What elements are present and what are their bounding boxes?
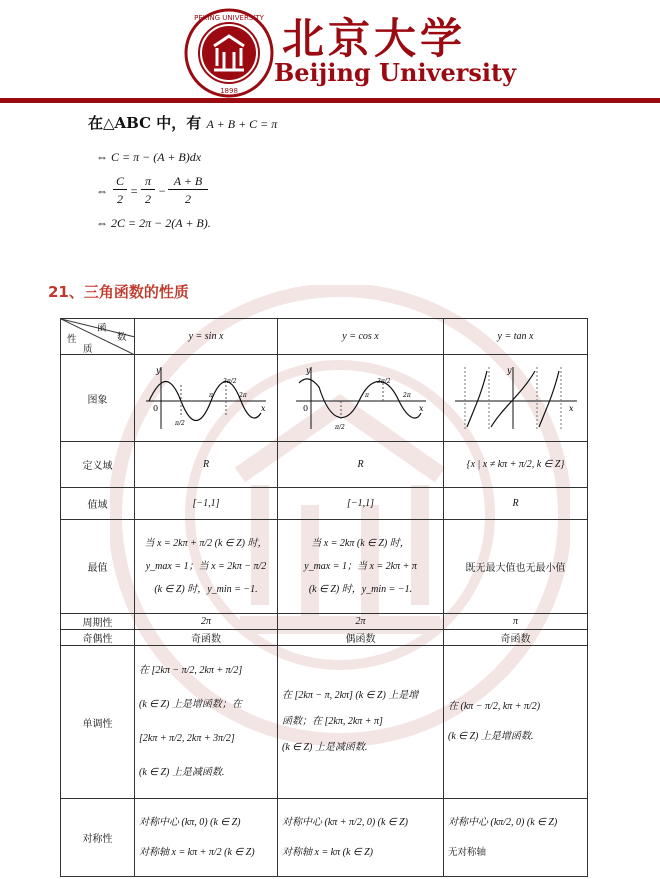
tan-sym-line-2: 无对称轴 xyxy=(448,846,487,858)
sin-tick-2: π xyxy=(209,392,213,399)
page-header xyxy=(0,0,660,100)
cos-symmetry xyxy=(278,799,444,877)
tan-domain: {x | x ≠ kπ + π/2, k ∈ Z} xyxy=(444,442,588,488)
row-label-extrema: 最值 xyxy=(61,520,135,614)
table-row-extrema xyxy=(61,520,588,614)
frac-mid-den: 2 xyxy=(145,192,151,206)
tan-parity: 奇函数 xyxy=(444,630,588,646)
row-label-monotonic: 单调性 xyxy=(61,646,135,799)
sin-sym-line-1: 对称中心 (kπ, 0) (k ∈ Z) xyxy=(139,816,241,828)
corner-label-top2: 数 xyxy=(117,332,127,343)
frac-lhs-num: C xyxy=(115,174,124,188)
cos-origin-label: 0 xyxy=(302,404,308,413)
corner-header-cell xyxy=(61,319,135,355)
sin-x-label: x xyxy=(261,404,266,413)
frac-rhs-num: A + B xyxy=(173,174,203,188)
tan-mono-line-2: (k ∈ Z) 上是增函数. xyxy=(448,731,534,742)
sin-extrema xyxy=(135,520,278,614)
sin-extrema-line-2: y_max = 1；当 x = 2kπ − π/2 xyxy=(145,561,267,572)
sin-graph xyxy=(141,363,271,433)
cos-monotonic xyxy=(278,646,444,799)
cos-extrema-line-3: (k ∈ Z) 时，y_min = −1. xyxy=(308,584,413,595)
table-row-graph xyxy=(61,355,588,442)
tan-extrema: 既无最大值也无最小值 xyxy=(444,520,588,614)
tan-range: R xyxy=(444,488,588,520)
table-row-period xyxy=(61,614,588,630)
header-cos: y = cos x xyxy=(278,319,444,355)
tan-mono-line-1: 在 (kπ − π/2, kπ + π/2) xyxy=(448,701,541,712)
frac-mid-bar xyxy=(141,189,155,190)
sin-symmetry xyxy=(135,799,278,877)
table-row-range xyxy=(61,488,588,520)
cos-extrema xyxy=(278,520,444,614)
frac-lhs-bar xyxy=(113,189,127,190)
frac-lhs-den: 2 xyxy=(117,192,123,206)
formula-intro xyxy=(88,112,277,133)
sin-monotonic xyxy=(135,646,278,799)
sin-extrema-line-1: 当 x = 2kπ + π/2 (k ∈ Z) 时， xyxy=(144,538,268,549)
tan-graph-cell xyxy=(444,355,588,442)
row-label-range: 值域 xyxy=(61,488,135,520)
table-header-row xyxy=(61,319,588,355)
formula-line-2: ⇔ C 2 = π 2 − A + B 2 xyxy=(96,174,296,208)
table-row-domain xyxy=(61,442,588,488)
tan-y-label: y xyxy=(506,366,512,375)
formula-line-2-prefix: ⇔ xyxy=(96,184,108,198)
formula-line-1: ⇔ C = π − (A + B)dx xyxy=(96,150,202,164)
cos-graph xyxy=(291,363,431,433)
cos-mono-line-2: 函数；在 [2kπ, 2kπ + π] xyxy=(282,716,383,727)
cos-sym-line-2: 对称轴 x = kπ (k ∈ Z) xyxy=(282,846,374,858)
section-title: 21、三角函数的性质 xyxy=(48,283,189,301)
cos-y-label: y xyxy=(305,366,311,375)
cos-tick-4: 2π xyxy=(402,392,411,399)
table-row-parity xyxy=(61,630,588,646)
tan-graph xyxy=(451,363,581,433)
sin-range: [−1,1] xyxy=(135,488,278,520)
sin-parity: 奇函数 xyxy=(135,630,278,646)
sin-mono-line-1: 在 [2kπ − π/2, 2kπ + π/2] xyxy=(139,665,243,676)
cos-mono-line-3: (k ∈ Z) 上是减函数. xyxy=(282,742,368,753)
cos-mono-line-1: 在 [2kπ − π, 2kπ] (k ∈ Z) 上是增 xyxy=(282,690,419,701)
sin-y-label: y xyxy=(156,366,161,375)
sin-extrema-line-3: (k ∈ Z) 时，y_min = −1. xyxy=(154,584,258,595)
row-label-domain: 定义域 xyxy=(61,442,135,488)
tan-period: π xyxy=(444,614,588,630)
cos-range: [−1,1] xyxy=(278,488,444,520)
header-tan: y = tan x xyxy=(444,319,588,355)
frac-mid-num: π xyxy=(144,174,151,188)
sin-period: 2π xyxy=(135,614,278,630)
svg-text:PEKING UNIVERSITY: PEKING UNIVERSITY xyxy=(194,14,264,22)
formula-intro-math: A + B + C = π xyxy=(206,117,278,131)
cos-graph-cell xyxy=(278,355,444,442)
university-name-en: Beijing University xyxy=(274,58,517,87)
frac-rhs-bar xyxy=(168,189,208,190)
cos-tick-2: π xyxy=(364,392,369,399)
cos-extrema-line-1: 当 x = 2kπ (k ∈ Z) 时， xyxy=(311,538,410,549)
sin-domain: R xyxy=(135,442,278,488)
formula-line-3: ⇔ 2C = 2π − 2(A + B). xyxy=(96,216,211,230)
tan-x-label: x xyxy=(568,404,574,413)
sin-mono-line-2: (k ∈ Z) 上是增函数；在 xyxy=(139,699,242,710)
sin-mono-line-3: [2kπ + π/2, 2kπ + 3π/2] xyxy=(139,733,235,744)
cos-extrema-line-2: y_max = 1；当 x = 2kπ + π xyxy=(304,561,417,572)
frac-rhs-den: 2 xyxy=(185,192,191,206)
cos-sym-line-1: 对称中心 (kπ + π/2, 0) (k ∈ Z) xyxy=(282,816,409,828)
tan-monotonic xyxy=(444,646,588,799)
sin-graph-cell xyxy=(135,355,278,442)
row-label-parity: 奇偶性 xyxy=(61,630,135,646)
row-label-symmetry: 对称性 xyxy=(61,799,135,877)
sin-tick-3: 3π/2 xyxy=(223,378,237,385)
cos-x-label: x xyxy=(418,404,424,413)
corner-label-bottom2: 质 xyxy=(83,344,93,355)
corner-label-top: 函 xyxy=(97,323,107,334)
trig-properties-table xyxy=(60,318,588,877)
sin-tick-1: π/2 xyxy=(175,420,185,427)
cos-tick-1: π/2 xyxy=(334,424,345,431)
cos-period: 2π xyxy=(278,614,444,630)
corner-label-bottom: 性 xyxy=(67,334,77,345)
svg-text:1898: 1898 xyxy=(220,87,238,95)
sin-sym-line-2: 对称轴 x = kπ + π/2 (k ∈ Z) xyxy=(139,846,255,858)
sin-origin-label: 0 xyxy=(153,404,159,413)
sin-tick-4: 2π xyxy=(239,392,247,399)
cos-tick-3: 3π/2 xyxy=(376,378,391,385)
cos-domain: R xyxy=(278,442,444,488)
sin-mono-line-4: (k ∈ Z) 上是减函数. xyxy=(139,767,225,778)
formula-intro-label: 在△ABC 中，有 xyxy=(88,114,202,132)
table-row-symmetry xyxy=(61,799,588,877)
row-label-graph: 图象 xyxy=(61,355,135,442)
table-row-monotonic xyxy=(61,646,588,799)
tan-sym-line-1: 对称中心 (kπ/2, 0) (k ∈ Z) xyxy=(448,816,558,828)
university-name-cn: 北京大学 xyxy=(282,14,467,63)
cos-parity: 偶函数 xyxy=(278,630,444,646)
header-rule xyxy=(0,98,660,103)
university-seal-icon xyxy=(184,8,274,98)
header-sin: y = sin x xyxy=(135,319,278,355)
tan-symmetry xyxy=(444,799,588,877)
row-label-period: 周期性 xyxy=(61,614,135,630)
